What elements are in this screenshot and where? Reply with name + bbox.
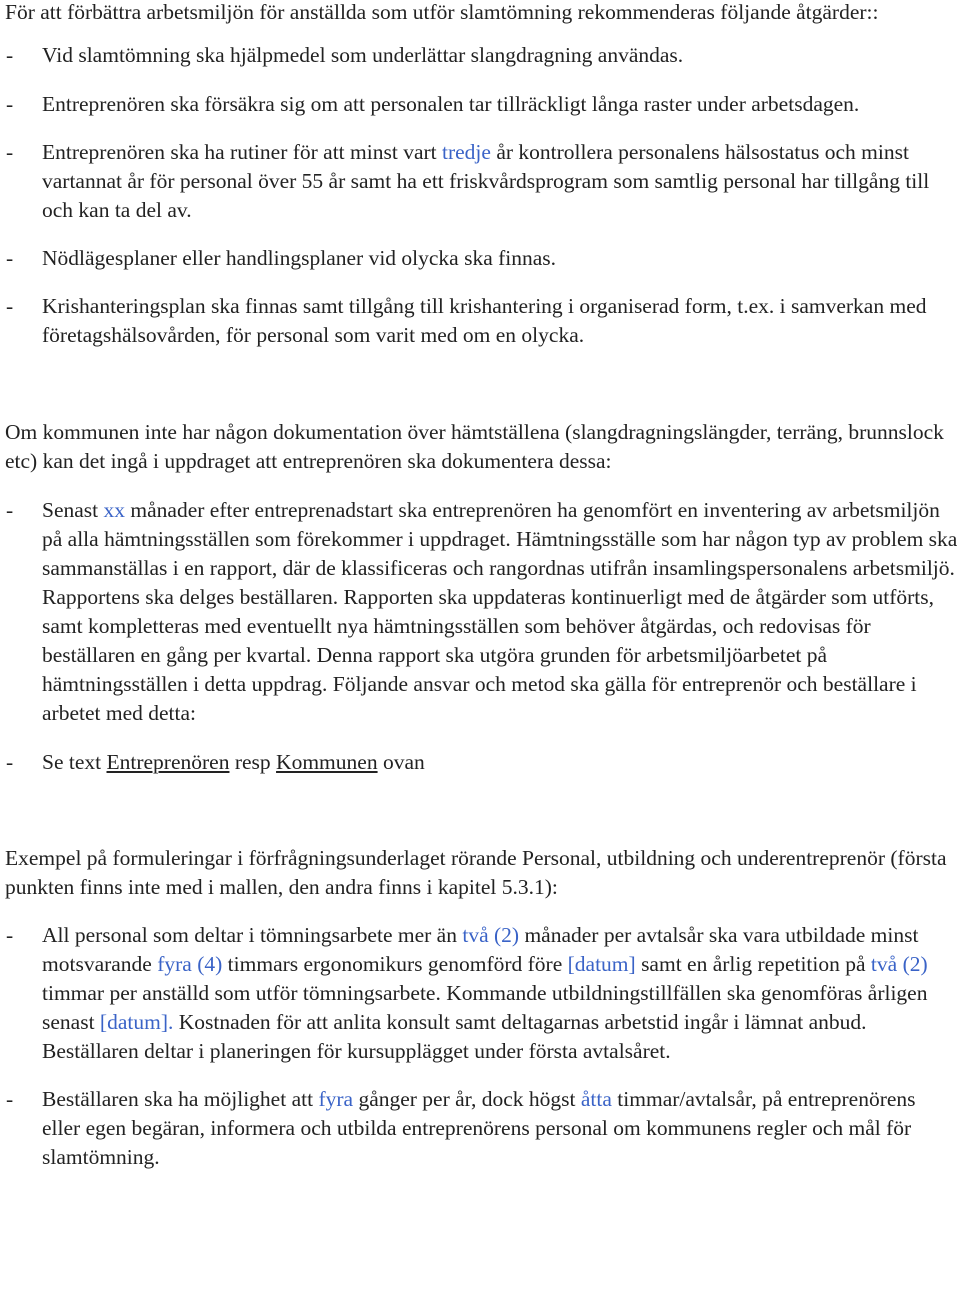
section2-intro: Om kommunen inte har någon dokumentation över hämtställena (slangdragningslängder, terräng, brunnslock etc) kan det ingå i uppdraget att entreprenören ska dokumentera dessa:	[5, 420, 944, 473]
list-item	[0, 138, 960, 225]
list-dash: -	[6, 43, 14, 67]
highlight-placeholder: [datum]	[567, 952, 636, 976]
entreprenoren-reference: Entreprenören	[106, 750, 230, 774]
item-text-post: år kontrollera personalens hälsostatus och minst vartannat år för personal över 55 år samt ha ett friskvårdsprogram som samtlig personal har tillgång till och kan ta del av.	[42, 140, 930, 222]
item-text: Krishanteringsplan ska finnas samt tillgång till krishantering i organiserad form, t.ex. i samverkan med företagshälsovården, för personal som varit med om en olycka.	[42, 294, 927, 347]
item-text-post: ovan	[377, 750, 425, 774]
item-text: Nödlägesplaner eller handlingsplaner vid olycka ska finnas.	[42, 246, 557, 270]
highlight-placeholder: två (2)	[870, 952, 928, 976]
list-item	[0, 921, 960, 1066]
item-text: Vid slamtömning ska hjälpmedel som underlättar slangdragning användas.	[42, 43, 684, 67]
item-text: timmar/avtalsår, på entreprenörens eller egen begäran, informera och utbilda entreprenörens personal om kommunens regler och mål för slamtömning.	[42, 1087, 916, 1169]
item-text-pre: Se text	[42, 750, 107, 774]
highlight-placeholder: åtta	[580, 1087, 612, 1111]
section1-intro: För att förbättra arbetsmiljön för anställda som utför slamtömning rekommenderas följande åtgärder::	[5, 0, 879, 24]
item-text-mid: resp	[229, 750, 277, 774]
item-text: timmar per anställd som utför tömningsarbete. Kommande utbildningstillfällen ska genomföras årligen senast	[42, 981, 928, 1034]
item-text-post: månader efter entreprenadstart ska entreprenören ha genomfört en inventering av arbetsmiljön på alla hämtningsställen som förekommer i uppdraget. Hämtningsställe som har någon typ av problem ska sammanställas i en rapport, där de klassificeras och rangordnas utifrån insamlingspersonalens arbetsmiljö. Rapportens ska delges beställaren. Rapporten ska uppdateras kontinuerligt med de åtgärder som utförts, samt kompletteras med eventuellt nya hämtningsställen som behöver åtgärdas, och redovisas för beställaren en gång per kvartal. Denna rapport ska utgöra grunden för arbetsmiljöarbetet på hämtningsställen i detta uppdrag. Följande ansvar och metod ska gälla för entreprenör och beställare i arbetet med detta:	[42, 498, 958, 725]
list-dash: -	[6, 498, 14, 522]
section3-intro: Exempel på formuleringar i förfrågningsunderlaget rörande Personal, utbildning och underentreprenör (första punkten finns inte med i mallen, den andra finns i kapitel 5.3.1):	[5, 846, 947, 899]
list-item	[0, 244, 960, 273]
list-dash: -	[6, 92, 14, 116]
list-item	[0, 41, 960, 70]
list-dash: -	[6, 294, 14, 318]
list-dash: -	[6, 1087, 14, 1111]
item-text-pre: Senast	[42, 498, 104, 522]
list-dash: -	[6, 923, 14, 947]
item-text: All personal som deltar i tömningsarbete mer än	[42, 923, 463, 947]
highlight-placeholder: två (2)	[462, 923, 520, 947]
list-item	[0, 748, 960, 777]
section1-list	[0, 41, 960, 350]
kommunen-reference: Kommunen	[276, 750, 378, 774]
highlight-placeholder: tredje	[442, 140, 491, 164]
item-text: gånger per år, dock högst	[353, 1087, 581, 1111]
item-text: samt en årlig repetition på	[635, 952, 871, 976]
item-text: timmars ergonomikurs genomförd före	[222, 952, 568, 976]
highlight-placeholder: fyra (4)	[157, 952, 223, 976]
item-text: Kostnaden för att anlita konsult samt deltagarnas arbetstid ingår i lämnat anbud. Beställaren deltar i planeringen för kursupplägget under första avtalsåret.	[42, 1010, 867, 1063]
list-dash: -	[6, 750, 14, 774]
list-item	[0, 496, 960, 728]
item-text: månader per avtalsår ska vara utbildade minst motsvarande	[42, 923, 919, 976]
list-item	[0, 1085, 960, 1172]
highlight-placeholder: xx	[103, 498, 126, 522]
item-text-pre: Entreprenören ska ha rutiner för att minst vart	[42, 140, 442, 164]
highlight-placeholder: [datum].	[99, 1010, 174, 1034]
list-dash: -	[6, 140, 14, 164]
list-dash: -	[6, 246, 14, 270]
list-item	[0, 90, 960, 119]
highlight-placeholder: fyra	[318, 1087, 354, 1111]
section3-list	[0, 921, 960, 1172]
list-item	[0, 292, 960, 350]
section2-list	[0, 496, 960, 777]
item-text: Entreprenören ska försäkra sig om att personalen tar tillräckligt långa raster under arbetsdagen.	[42, 92, 860, 116]
item-text: Beställaren ska ha möjlighet att	[42, 1087, 319, 1111]
